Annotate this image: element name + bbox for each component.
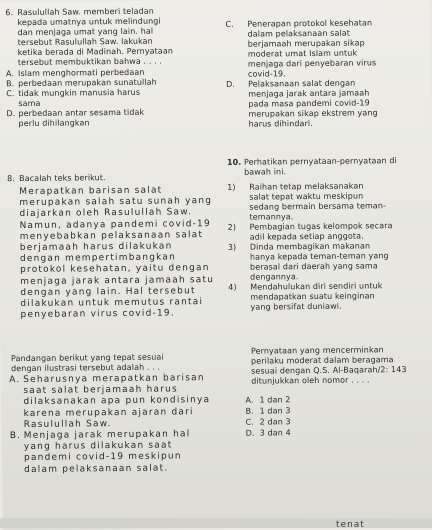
statement-text: hanya kepada teman-teman yang — [250, 251, 389, 261]
stem-line: tersebut membuktikan bahwa . . . . — [18, 56, 173, 68]
question-8-options — [9, 373, 211, 476]
question-10-question — [251, 345, 407, 387]
passage-line: berjamaah harus dilakukan — [20, 241, 214, 254]
passage-line: Namun, adanya pandemi covid-19 — [20, 219, 214, 232]
statement-text: temannya. — [249, 212, 293, 221]
statement-number: 2) — [228, 223, 250, 233]
passage-line: merupakan salah satu sunah yang — [19, 196, 213, 209]
option-label: A. — [6, 69, 18, 79]
option-text: Penerapan protokol kesehatan — [247, 18, 372, 28]
option-label: B. — [10, 431, 24, 442]
answer-option — [246, 416, 291, 427]
option-text: karena merupakan ajaran dari — [24, 407, 194, 419]
statement-text: yang bersifat duniawi. — [250, 302, 341, 312]
intro-line: bawah ini. — [244, 166, 397, 178]
option-line — [10, 463, 211, 476]
question-10-number: 10. — [227, 158, 242, 168]
passage-line: penyebaran virus covid-19. — [20, 308, 214, 321]
question-6-stem — [17, 6, 173, 68]
passage-line: dilakukan untuk memutus rantai — [20, 297, 214, 310]
option-text: pandemi covid-19 meskipun — [24, 452, 182, 464]
question-10-intro — [244, 156, 397, 178]
statement-number: 1) — [227, 183, 249, 193]
option-text: perlu dihilangkan — [18, 118, 89, 128]
statement-text: Raihan tetap melaksanakan — [249, 181, 363, 191]
passage-line: dengan mempertimbangkan — [20, 252, 214, 265]
question-10-statements — [227, 181, 393, 313]
question-8-question — [11, 353, 164, 375]
stem-line: ketika berada di Madinah. Pernyataan — [18, 46, 173, 58]
answer-option — [245, 405, 290, 416]
question-line: Pandangan berikut yang tepat sesuai — [11, 353, 164, 365]
question-line: ditunjukkan oleh nomor . . . . — [251, 375, 407, 387]
question-8-intro: Bacalah teks berikut. — [19, 173, 106, 184]
option-text: Seharusnya merapatkan barisan — [23, 373, 205, 385]
statement-line — [227, 201, 392, 213]
option-text: menjaga dari penyebaran virus — [248, 58, 376, 68]
option-label: A. — [9, 375, 23, 386]
option-text: pada masa pandemi covid-19 — [248, 98, 370, 108]
statement-text: Mendahulukan diri sendiri untuk — [250, 281, 382, 291]
option-text: Rasulullah Saw. — [24, 419, 112, 430]
option-label: D. — [6, 109, 18, 119]
statement-text: Dinda membagikan makanan — [250, 241, 370, 251]
option-text: 3 dan 4 — [260, 428, 291, 437]
statement-text: sedang bermain bersama teman- — [249, 201, 386, 211]
option-label: C. — [225, 20, 247, 30]
passage-line: diajarkan oleh Rasulullah Saw. — [19, 207, 213, 220]
statement-text: adil kepada setiap anggota. — [250, 231, 364, 241]
option-label: C. — [6, 89, 18, 99]
footer-partial-word: tenat — [336, 520, 365, 530]
option-line — [6, 118, 157, 130]
option-label: A. — [245, 395, 259, 406]
option-text: dilaksanakan apa pun kondisinya — [23, 395, 210, 407]
question-10-options — [245, 394, 290, 438]
option-text: dalam pelaksanaan salat — [248, 29, 350, 39]
question-6-number: 6. — [5, 8, 13, 18]
question-6-options — [6, 68, 157, 130]
stem-line: kepada umatnya untuk melindungi — [17, 16, 172, 28]
question-line: Pernyataan yang mencerminkan — [251, 345, 407, 357]
option-text: Menjaga jarak merupakan hal — [24, 429, 191, 441]
option-text: perbedaan antar sesama tidak — [18, 108, 144, 118]
option-line — [226, 58, 377, 70]
statement-text: salat tepat waktu meskipun — [249, 191, 363, 201]
option-text: harus dihindari. — [248, 119, 312, 129]
option-line — [226, 118, 377, 130]
passage-line: dengan yang lain. Hal tersebut — [20, 286, 214, 299]
statement-text: mendapatkan suatu keinginan — [250, 291, 374, 301]
option-label: D. — [226, 80, 248, 90]
statement-line — [228, 261, 393, 273]
passage-line: Merapatkan barisan salat — [19, 185, 213, 198]
question-8-passage — [19, 185, 214, 321]
option-text: tidak mungkin manusia harus — [18, 88, 140, 98]
stem-line: tersebut Rasulullah Saw. lakukan — [18, 36, 173, 48]
option-text: moderat umat Islam untuk — [248, 49, 357, 59]
statement-number: 4) — [228, 283, 250, 293]
option-text: sama — [18, 99, 40, 108]
answer-option — [245, 394, 290, 405]
statement-text: berasal dari daerah yang sama — [250, 261, 378, 271]
option-text: yang harus dilakukan saat — [24, 441, 173, 453]
passage-line: menyebabkan pelaksanaan salat — [20, 230, 214, 243]
page-bottom-shadow — [0, 518, 432, 528]
option-label: B. — [245, 406, 259, 417]
option-text: dalam pelaksanaan salat. — [24, 463, 168, 475]
statement-line — [228, 301, 393, 313]
option-text: 2 dan 3 — [260, 417, 291, 426]
option-text: saat salat berjamaah harus — [23, 385, 178, 397]
question-line: dengan ilustrasi tersebut adalah . . . — [11, 363, 164, 375]
option-text: menjaga jarak antara jamaah — [248, 88, 369, 98]
option-text: Pelaksanaan salat dengan — [248, 79, 355, 89]
option-label: C. — [246, 417, 260, 428]
passage-line: menjaga jarak antara jamaah satu — [20, 275, 214, 288]
stem-line: Rasulullah Saw. memberi teladan — [17, 6, 172, 18]
intro-line: Perhatikan pernyataan-pernyataan di — [244, 156, 397, 168]
statement-number: 3) — [228, 243, 250, 253]
option-text: 1 dan 2 — [259, 395, 290, 404]
passage-line: protokol kesehatan, yaitu dengan — [20, 263, 214, 276]
question-line: perilaku moderat dalam beragama — [251, 355, 407, 367]
option-text: merupakan sikap ekstrem yang — [248, 108, 377, 118]
option-line — [6, 88, 157, 100]
option-text: berjamaah merupakan sikap — [248, 38, 365, 48]
option-text: Islam menghormati perbedaan — [18, 68, 145, 78]
stem-line: dan menjaga umat yang lain. hal — [18, 26, 173, 38]
option-text: 1 dan 3 — [259, 406, 290, 415]
question-8-number: 8. — [7, 174, 15, 184]
statement-text: Pembagian tugas kelompok secara — [250, 221, 393, 231]
option-text: perbedaan merupakan sunatullah — [18, 78, 157, 88]
option-label: D. — [246, 428, 260, 439]
statement-text: dengannya. — [250, 272, 298, 282]
option-text: covid-19. — [248, 69, 286, 78]
question-line: sesuai dengan Q.S. Al-Baqarah/2: 143 — [251, 365, 407, 377]
option-label: B. — [6, 79, 18, 89]
question-7-options — [225, 18, 377, 130]
answer-option — [246, 427, 291, 438]
